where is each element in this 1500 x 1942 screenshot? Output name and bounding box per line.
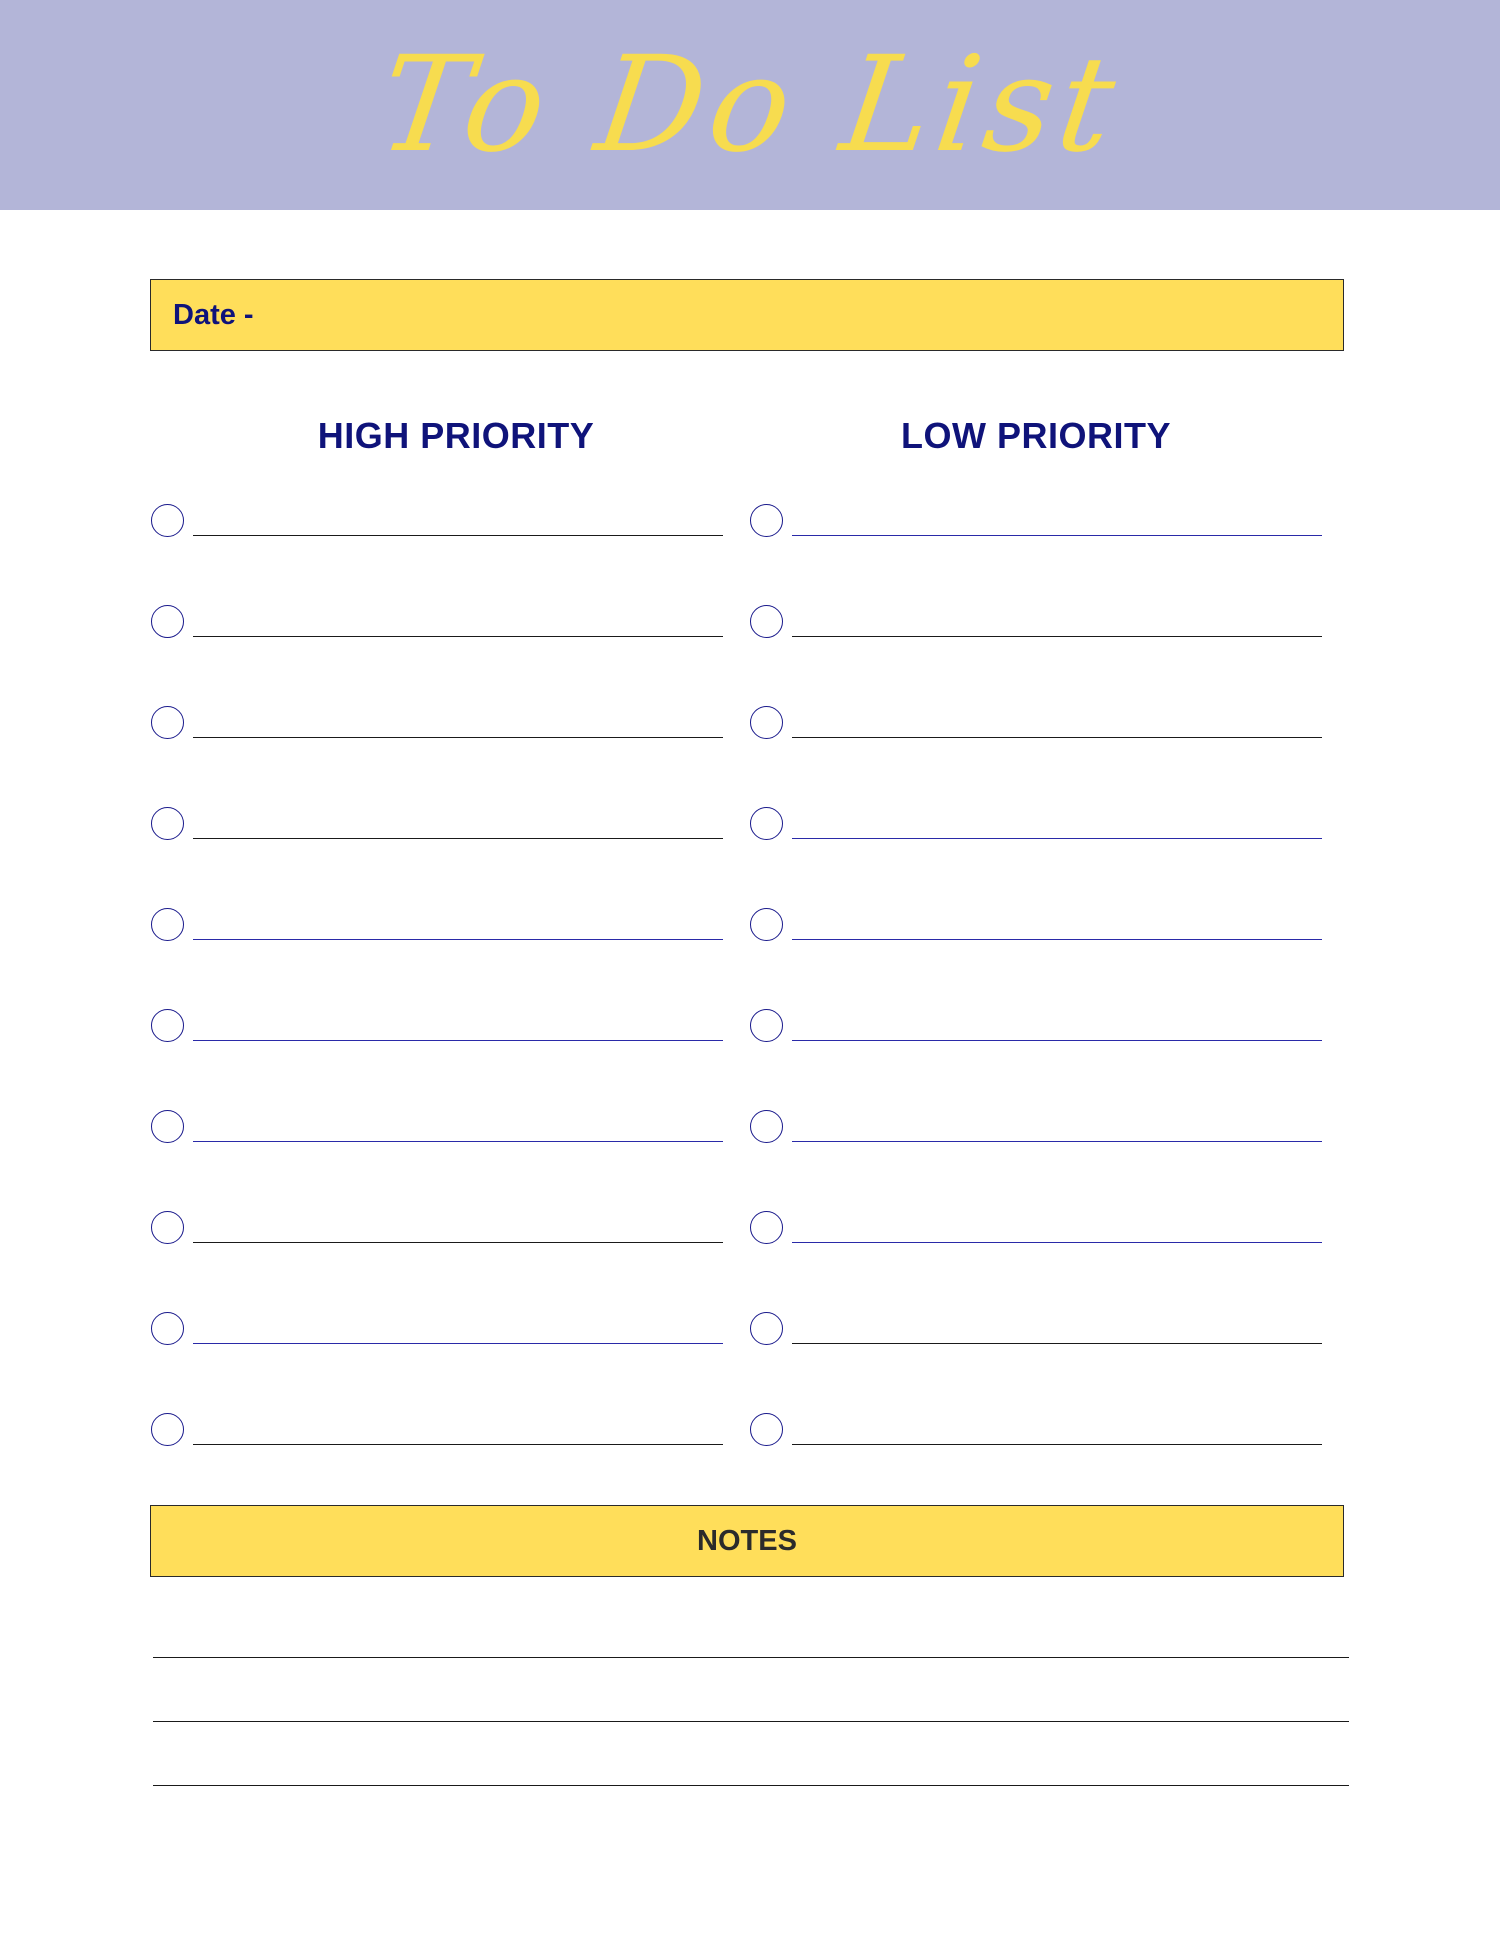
high-priority-checkbox[interactable] (151, 706, 184, 739)
low-priority-write-line[interactable] (792, 939, 1322, 940)
high-priority-checkbox[interactable] (151, 1312, 184, 1345)
low-priority-checkbox[interactable] (750, 1312, 783, 1345)
low-priority-heading: LOW PRIORITY (901, 415, 1171, 456)
high-priority-write-line[interactable] (193, 838, 723, 839)
low-priority-write-line[interactable] (792, 1444, 1322, 1445)
low-priority-checkbox[interactable] (750, 504, 783, 537)
high-priority-checkbox[interactable] (151, 1413, 184, 1446)
high-priority-write-line[interactable] (193, 636, 723, 637)
high-priority-checkbox[interactable] (151, 1211, 184, 1244)
high-priority-write-line[interactable] (193, 1343, 723, 1344)
low-priority-checkbox[interactable] (750, 605, 783, 638)
date-bar (150, 279, 1344, 351)
low-priority-write-line[interactable] (792, 838, 1322, 839)
high-priority-write-line[interactable] (193, 1040, 723, 1041)
high-priority-write-line[interactable] (193, 737, 723, 738)
low-priority-write-line[interactable] (792, 1141, 1322, 1142)
high-priority-write-line[interactable] (193, 1444, 723, 1445)
low-priority-write-line[interactable] (792, 535, 1322, 536)
low-priority-checkbox[interactable] (750, 1009, 783, 1042)
low-priority-checkbox[interactable] (750, 1211, 783, 1244)
high-priority-write-line[interactable] (193, 535, 723, 536)
low-priority-write-line[interactable] (792, 1040, 1322, 1041)
low-priority-write-line[interactable] (792, 737, 1322, 738)
low-priority-checkbox[interactable] (750, 1413, 783, 1446)
notes-write-line[interactable] (153, 1657, 1349, 1658)
high-priority-heading: HIGH PRIORITY (317, 415, 595, 456)
high-priority-checkbox[interactable] (151, 504, 184, 537)
low-priority-write-line[interactable] (792, 1343, 1322, 1344)
high-priority-checkbox[interactable] (151, 807, 184, 840)
high-priority-checkbox[interactable] (151, 1110, 184, 1143)
high-priority-write-line[interactable] (193, 1141, 723, 1142)
page-title: To Do List (370, 28, 1130, 182)
low-priority-checkbox[interactable] (750, 807, 783, 840)
high-priority-write-line[interactable] (193, 939, 723, 940)
low-priority-write-line[interactable] (792, 1242, 1322, 1243)
low-priority-checkbox[interactable] (750, 908, 783, 941)
low-priority-write-line[interactable] (792, 636, 1322, 637)
date-label: Date - (173, 298, 254, 331)
low-priority-checkbox[interactable] (750, 1110, 783, 1143)
high-priority-checkbox[interactable] (151, 908, 184, 941)
high-priority-write-line[interactable] (193, 1242, 723, 1243)
notes-write-line[interactable] (153, 1785, 1349, 1786)
notes-label: NOTES (697, 1524, 797, 1557)
notes-bar (150, 1505, 1344, 1577)
high-priority-checkbox[interactable] (151, 605, 184, 638)
high-priority-checkbox[interactable] (151, 1009, 184, 1042)
low-priority-checkbox[interactable] (750, 706, 783, 739)
notes-write-line[interactable] (153, 1721, 1349, 1722)
